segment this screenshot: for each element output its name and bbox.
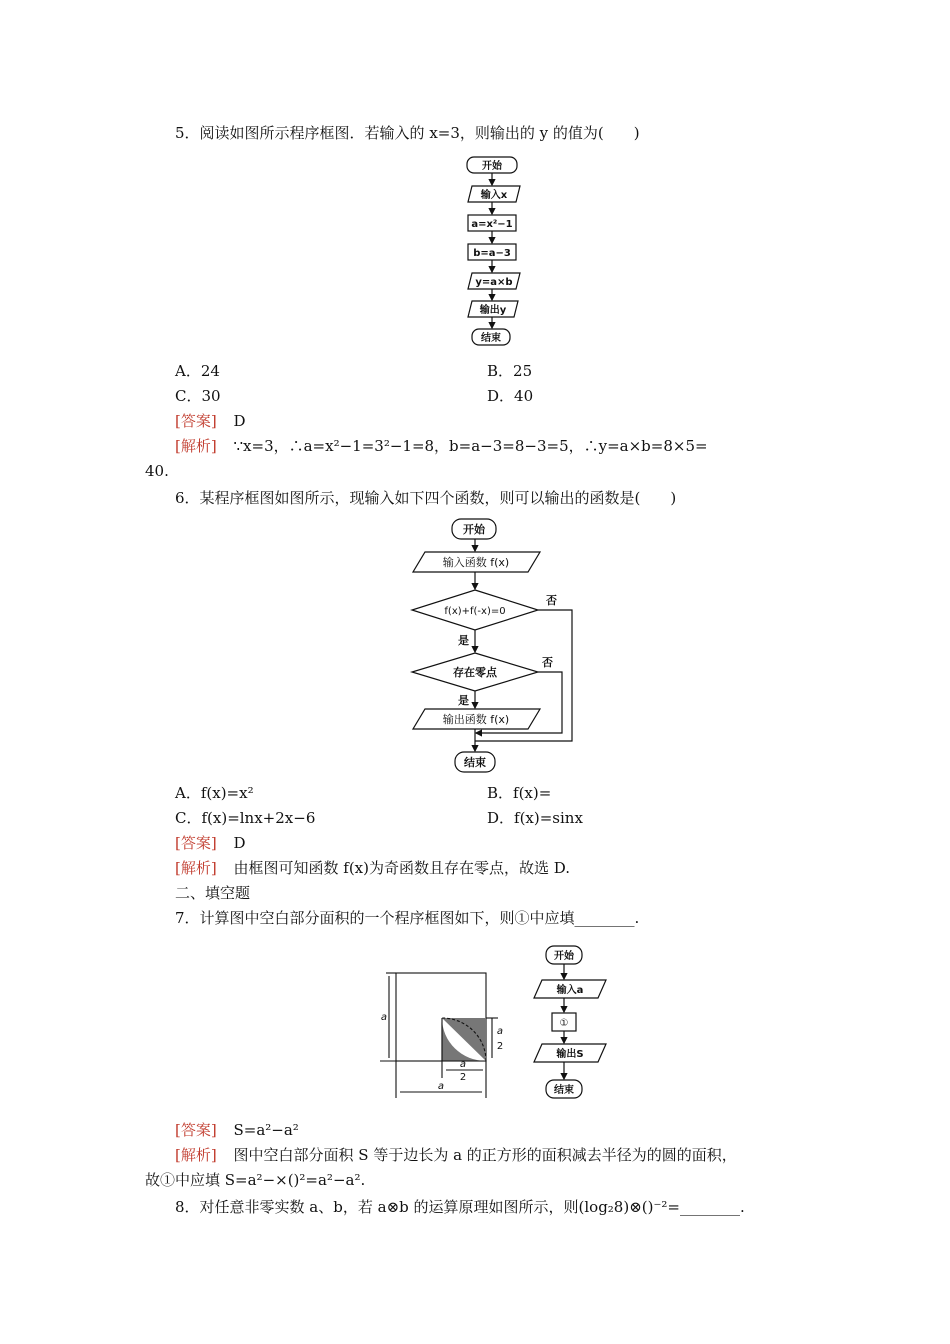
q5-analysis-cont: 40. — [145, 462, 169, 480]
q7-flow-step: ① — [559, 1018, 569, 1029]
analysis-tag: [解析] — [175, 437, 217, 455]
q7-flow-end: 结束 — [554, 1085, 574, 1096]
q5-analysis — [175, 436, 708, 456]
q6-analysis — [175, 858, 570, 878]
q6-flow-cond1: f(x)+f(-x)=0 — [444, 606, 506, 617]
q7-analysis — [175, 1145, 737, 1165]
q5-flow-step3: y=a×b — [475, 277, 513, 288]
q6-flowchart — [400, 515, 590, 775]
q6-flow-cond2: 存在零点 — [453, 666, 497, 679]
q5-flow-step1: a=x²−1 — [471, 219, 513, 230]
q7-half-right-num: a — [496, 1026, 504, 1037]
q6-option-d: D．f(x)=sinx — [487, 809, 583, 827]
q6-answer — [175, 833, 246, 853]
answer-value: D — [233, 834, 246, 852]
q7-answer — [175, 1120, 299, 1140]
q6-stem: 6．某程序框图如图所示，现输入如下四个函数，则可以输出的函数是( ) — [175, 489, 677, 507]
analysis-text: 由框图可知函数 f(x)为奇函数且存在零点，故选 D. — [233, 859, 571, 877]
q7-half-bottom-num: a — [459, 1059, 467, 1070]
answer-value: S=a²−a² — [233, 1121, 299, 1139]
q6-flow-end: 结束 — [464, 756, 486, 769]
q7-flow-start: 开始 — [554, 951, 574, 962]
analysis-text: 图中空白部分面积 S 等于边长为 a 的正方形的面积减去半径为的圆的面积， — [233, 1146, 737, 1164]
q5-flowchart — [432, 152, 552, 382]
q5-flow-input: 输入x — [480, 190, 508, 201]
answer-tag: [答案] — [175, 1121, 217, 1139]
section-heading: 二、填空题 — [175, 884, 251, 902]
q6-flow-output: 输出函数 f(x) — [442, 713, 510, 726]
q6-option-c: C．f(x)=lnx+2x−6 — [175, 809, 316, 827]
q6-flow-no2: 否 — [542, 656, 553, 669]
q5-answer — [175, 411, 246, 431]
q7-flow-input: 输入a — [556, 985, 584, 996]
q6-flow-no1: 否 — [546, 594, 557, 607]
q7-flow-output: 输出S — [556, 1049, 584, 1060]
q7-side-a-bottom: a — [437, 1081, 445, 1092]
q6-flow-start: 开始 — [463, 523, 485, 536]
q7-half-right-den: 2 — [496, 1041, 504, 1052]
answer-value: D — [233, 412, 246, 430]
answer-tag: [答案] — [175, 834, 217, 852]
analysis-text: ∵x=3，∴a=x²−1=3²−1=8，b=a−3=8−3=5，∴y=a×b=8×5= — [233, 437, 708, 455]
q7-side-a-left: a — [380, 1012, 388, 1023]
q6-flow-yes2: 是 — [458, 694, 469, 707]
q7-half-bottom-den: 2 — [459, 1072, 467, 1083]
q5-flow-step2: b=a−3 — [473, 248, 511, 259]
answer-tag: [答案] — [175, 412, 217, 430]
q5-flow-end: 结束 — [481, 333, 501, 344]
analysis-tag: [解析] — [175, 859, 217, 877]
q7-analysis-cont: 故①中应填 S=a²−×()²=a²−a². — [145, 1171, 366, 1189]
q5-flow-start: 开始 — [482, 161, 502, 172]
q6-flow-yes1: 是 — [458, 634, 469, 647]
q5-option-b: B．25 — [487, 362, 533, 380]
analysis-tag: [解析] — [175, 1146, 217, 1164]
q6-option-a: A．f(x)=x² — [175, 784, 254, 802]
q5-option-a: A．24 — [175, 362, 220, 380]
q7-square-figure — [376, 968, 516, 1103]
q5-stem: 5．阅读如图所示程序框图．若输入的 x=3，则输出的 y 的值为( ) — [175, 124, 640, 142]
q6-flow-input: 输入函数 f(x) — [442, 556, 510, 569]
q6-option-b: B．f(x)= — [487, 784, 552, 802]
q7-stem: 7．计算图中空白部分面积的一个程序框图如下，则①中应填________. — [175, 909, 640, 927]
q5-option-d: D．40 — [487, 387, 534, 405]
q5-option-c: C．30 — [175, 387, 221, 405]
q7-flowchart — [512, 940, 622, 1105]
q5-flow-output: 输出y — [479, 305, 507, 316]
q8-stem: 8．对任意非零实数 a、b，若 a⊗b 的运算原理如图所示，则(log₂8)⊗()⁻²=________. — [175, 1198, 745, 1216]
